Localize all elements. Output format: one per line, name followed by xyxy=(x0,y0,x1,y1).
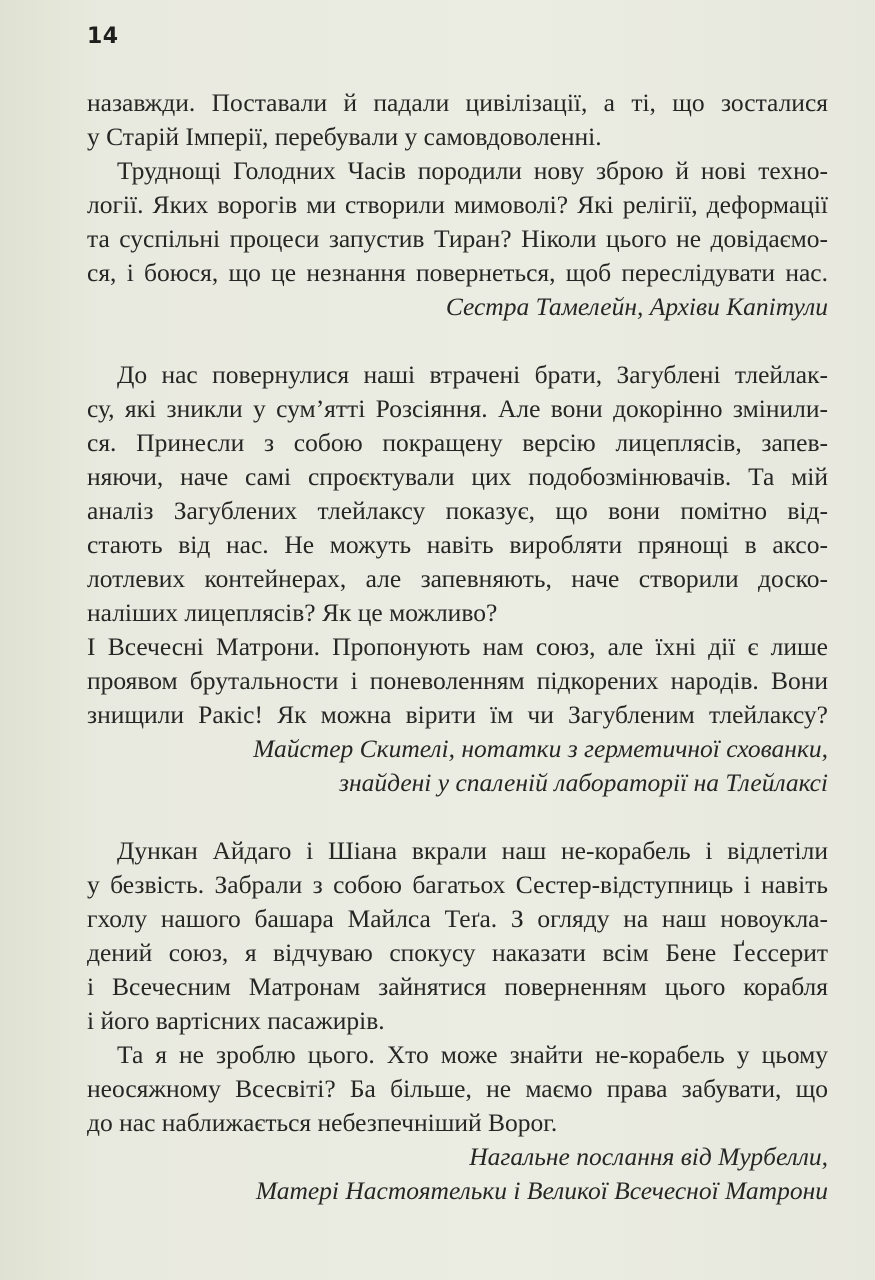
text-line: назавжди. Поставали й падали цивілізації, а ті, що зосталися xyxy=(87,88,828,117)
epigraph-signature: знайдені у спаленій лабораторії на Тлейлаксі xyxy=(339,768,828,797)
text-line: су, які зникли у сум’ятті Розсіяння. Але вони докорінно змінили- xyxy=(87,394,828,423)
text-line: у Старій Імперії, перебували у самовдоволенні. xyxy=(87,122,602,151)
text-line: аналіз Загублених тлейлаксу показує, що вони помітно від- xyxy=(87,496,828,525)
text-line: проявом брутальности і поневоленням підкорених народів. Вони xyxy=(87,666,828,695)
text-line: няючи, наче самі спроєктували цих подобозмінювачів. Та мій xyxy=(87,462,828,491)
text-line: гхолу нашого башара Майлса Теґа. З огляду на наш новоукла- xyxy=(87,904,828,933)
text-line: Та я не зроблю цього. Хто може знайти не-корабель у цьому xyxy=(117,1040,828,1069)
text-line: логії. Яких ворогів ми створили мимоволі? Які релігії, деформації xyxy=(87,190,828,219)
text-line: Труднощі Голодних Часів породили нову зброю й нові техно- xyxy=(117,156,828,185)
text-line: у безвість. Забрали з собою багатьох Сестер-відступниць і навіть xyxy=(87,870,828,899)
epigraph-signature: Матері Настоятельки і Великої Всечесної Матрони xyxy=(255,1176,828,1205)
text-line: стають від нас. Не можуть навіть виробляти прянощі в аксо- xyxy=(87,530,828,559)
text-line: знищили Ракіс! Як можна вірити їм чи Загубленим тлейлаксу? xyxy=(87,700,828,729)
epigraph-signature: Сестра Тамелейн, Архіви Капітули xyxy=(445,292,828,321)
epigraph-signature: Майстер Скителі, нотатки з герметичної схованки, xyxy=(253,734,828,763)
text-line: дений союз, я відчуваю спокусу наказати всім Бене Ґессерит xyxy=(87,938,828,967)
text-line: лотлевих контейнерах, але запевняють, наче створили доско- xyxy=(87,564,828,593)
text-line: неосяжному Всесвіті? Ба більше, не маємо права забувати, що xyxy=(87,1074,828,1103)
text-line: і Всечесним Матронам зайнятися поверненням цього корабля xyxy=(87,972,828,1001)
text-line: і його вартісних пасажирів. xyxy=(87,1006,385,1035)
text-line: ся. Принесли з собою покращену версію лицеплясів, запев- xyxy=(87,428,828,457)
text-line: ся, і боюся, що це незнання повернеться, щоб переслідувати нас. xyxy=(87,258,828,287)
text-line: До нас повернулися наші втрачені брати, Загублені тлейлак- xyxy=(117,360,828,389)
text-line: І Всечесні Матрони. Пропонують нам союз, але їхні дії є лише xyxy=(87,632,828,661)
text-line: наліших лицеплясів? Як це можливо? xyxy=(87,598,498,627)
text-line: до нас наближається небезпечніший Ворог. xyxy=(87,1108,558,1137)
text-line: та суспільні процеси запустив Тиран? Ніколи цього не довідаємо- xyxy=(87,224,828,253)
epigraph-signature: Нагальне послання від Мурбелли, xyxy=(469,1142,828,1171)
text-line: Дункан Айдаго і Шіана вкрали наш не-корабель і відлетіли xyxy=(117,836,828,865)
page-number: 14 xyxy=(87,24,119,49)
